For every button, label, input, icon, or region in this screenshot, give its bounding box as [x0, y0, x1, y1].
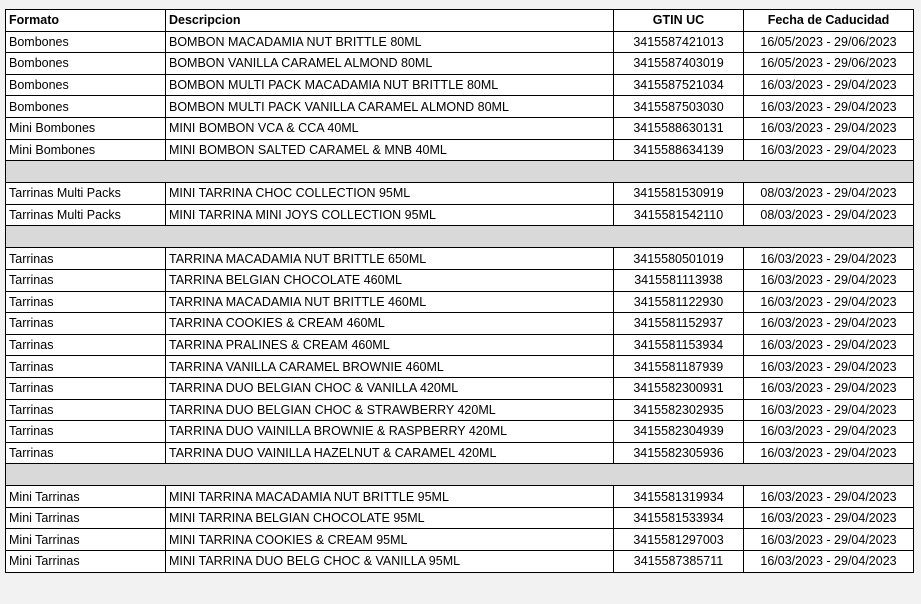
cell-gtin[interactable]: 3415581533934 [614, 507, 744, 529]
cell-formato[interactable]: Bombones [6, 96, 166, 118]
table-row [6, 356, 914, 378]
cell-descripcion[interactable]: MINI TARRINA DUO BELG CHOC & VANILLA 95ML [166, 551, 614, 573]
cell-formato[interactable]: Tarrinas [6, 399, 166, 421]
table-row [6, 529, 914, 551]
cell-gtin[interactable]: 3415581319934 [614, 486, 744, 508]
table-row [6, 507, 914, 529]
table-row [6, 248, 914, 270]
cell-formato[interactable]: Tarrinas [6, 248, 166, 270]
separator-row [6, 161, 914, 183]
cell-fecha-caducidad[interactable]: 16/05/2023 - 29/06/2023 [744, 31, 914, 53]
table-body [6, 31, 914, 572]
cell-descripcion[interactable]: MINI BOMBON SALTED CARAMEL & MNB 40ML [166, 139, 614, 161]
table-row [6, 31, 914, 53]
table-row [6, 551, 914, 573]
cell-fecha-caducidad[interactable]: 16/03/2023 - 29/04/2023 [744, 421, 914, 443]
cell-fecha-caducidad[interactable]: 16/03/2023 - 29/04/2023 [744, 507, 914, 529]
header-gtin[interactable]: GTIN UC [614, 10, 744, 32]
cell-formato[interactable]: Tarrinas Multi Packs [6, 183, 166, 205]
cell-fecha-caducidad[interactable]: 16/03/2023 - 29/04/2023 [744, 313, 914, 335]
table-row [6, 139, 914, 161]
cell-gtin[interactable]: 3415588630131 [614, 117, 744, 139]
cell-fecha-caducidad[interactable]: 08/03/2023 - 29/04/2023 [744, 204, 914, 226]
table-row [6, 53, 914, 75]
cell-descripcion[interactable]: TARRINA COOKIES & CREAM 460ML [166, 313, 614, 335]
cell-fecha-caducidad[interactable]: 16/03/2023 - 29/04/2023 [744, 486, 914, 508]
cell-gtin[interactable]: 3415582302935 [614, 399, 744, 421]
cell-formato[interactable]: Mini Tarrinas [6, 486, 166, 508]
cell-fecha-caducidad[interactable]: 16/03/2023 - 29/04/2023 [744, 96, 914, 118]
cell-fecha-caducidad[interactable]: 08/03/2023 - 29/04/2023 [744, 183, 914, 205]
cell-descripcion[interactable]: BOMBON MULTI PACK MACADAMIA NUT BRITTLE 80ML [166, 74, 614, 96]
cell-fecha-caducidad[interactable]: 16/03/2023 - 29/04/2023 [744, 399, 914, 421]
cell-formato[interactable]: Tarrinas [6, 377, 166, 399]
cell-gtin[interactable]: 3415581113938 [614, 269, 744, 291]
cell-formato[interactable]: Tarrinas [6, 291, 166, 313]
cell-gtin[interactable]: 3415587403019 [614, 53, 744, 75]
cell-descripcion[interactable]: TARRINA DUO BELGIAN CHOC & STRAWBERRY 420ML [166, 399, 614, 421]
separator-row [6, 464, 914, 486]
table-row [6, 399, 914, 421]
cell-fecha-caducidad[interactable]: 16/03/2023 - 29/04/2023 [744, 442, 914, 464]
cell-fecha-caducidad[interactable]: 16/03/2023 - 29/04/2023 [744, 248, 914, 270]
cell-descripcion[interactable]: TARRINA MACADAMIA NUT BRITTLE 460ML [166, 291, 614, 313]
cell-formato[interactable]: Mini Tarrinas [6, 529, 166, 551]
cell-descripcion[interactable]: TARRINA DUO VAINILLA HAZELNUT & CARAMEL 420ML [166, 442, 614, 464]
cell-fecha-caducidad[interactable]: 16/03/2023 - 29/04/2023 [744, 334, 914, 356]
cell-gtin[interactable]: 3415587521034 [614, 74, 744, 96]
cell-fecha-caducidad[interactable]: 16/05/2023 - 29/06/2023 [744, 53, 914, 75]
product-table [5, 9, 914, 573]
cell-formato[interactable]: Bombones [6, 53, 166, 75]
cell-gtin[interactable]: 3415581152937 [614, 313, 744, 335]
table-row [6, 486, 914, 508]
cell-descripcion[interactable]: TARRINA PRALINES & CREAM 460ML [166, 334, 614, 356]
cell-descripcion[interactable]: MINI TARRINA COOKIES & CREAM 95ML [166, 529, 614, 551]
cell-descripcion[interactable]: MINI TARRINA MACADAMIA NUT BRITTLE 95ML [166, 486, 614, 508]
table-row [6, 313, 914, 335]
cell-formato[interactable]: Mini Bombones [6, 117, 166, 139]
cell-descripcion[interactable]: BOMBON VANILLA CARAMEL ALMOND 80ML [166, 53, 614, 75]
cell-formato[interactable]: Tarrinas [6, 356, 166, 378]
cell-gtin[interactable]: 3415587385711 [614, 551, 744, 573]
cell-descripcion[interactable]: TARRINA MACADAMIA NUT BRITTLE 650ML [166, 248, 614, 270]
cell-fecha-caducidad[interactable]: 16/03/2023 - 29/04/2023 [744, 117, 914, 139]
header-fecha-caducidad[interactable]: Fecha de Caducidad [744, 10, 914, 32]
cell-gtin[interactable]: 3415580501019 [614, 248, 744, 270]
cell-gtin[interactable]: 3415581153934 [614, 334, 744, 356]
table-row [6, 183, 914, 205]
cell-descripcion[interactable]: MINI TARRINA MINI JOYS COLLECTION 95ML [166, 204, 614, 226]
cell-fecha-caducidad[interactable]: 16/03/2023 - 29/04/2023 [744, 356, 914, 378]
cell-fecha-caducidad[interactable]: 16/03/2023 - 29/04/2023 [744, 74, 914, 96]
separator-row [6, 226, 914, 248]
table-row [6, 204, 914, 226]
cell-descripcion[interactable]: MINI BOMBON VCA & CCA 40ML [166, 117, 614, 139]
header-formato[interactable]: Formato [6, 10, 166, 32]
cell-gtin[interactable]: 3415581542110 [614, 204, 744, 226]
cell-formato[interactable]: Tarrinas [6, 313, 166, 335]
cell-formato[interactable]: Tarrinas [6, 334, 166, 356]
cell-descripcion[interactable]: BOMBON MACADAMIA NUT BRITTLE 80ML [166, 31, 614, 53]
table-row [6, 117, 914, 139]
cell-gtin[interactable]: 3415581530919 [614, 183, 744, 205]
cell-fecha-caducidad[interactable]: 16/03/2023 - 29/04/2023 [744, 377, 914, 399]
cell-formato[interactable]: Tarrinas [6, 442, 166, 464]
spreadsheet [5, 9, 914, 573]
cell-gtin[interactable]: 3415581297003 [614, 529, 744, 551]
separator-cell[interactable] [6, 161, 914, 183]
cell-fecha-caducidad[interactable]: 16/03/2023 - 29/04/2023 [744, 291, 914, 313]
table-row [6, 74, 914, 96]
cell-gtin[interactable]: 3415588634139 [614, 139, 744, 161]
cell-descripcion[interactable]: TARRINA DUO VAINILLA BROWNIE & RASPBERRY 420ML [166, 421, 614, 443]
cell-gtin[interactable]: 3415581122930 [614, 291, 744, 313]
cell-descripcion[interactable]: TARRINA DUO BELGIAN CHOC & VANILLA 420ML [166, 377, 614, 399]
cell-descripcion[interactable]: MINI TARRINA CHOC COLLECTION 95ML [166, 183, 614, 205]
separator-cell[interactable] [6, 464, 914, 486]
cell-formato[interactable]: Tarrinas [6, 421, 166, 443]
table-row [6, 96, 914, 118]
cell-descripcion[interactable]: BOMBON MULTI PACK VANILLA CARAMEL ALMOND 80ML [166, 96, 614, 118]
cell-fecha-caducidad[interactable]: 16/03/2023 - 29/04/2023 [744, 139, 914, 161]
cell-gtin[interactable]: 3415582305936 [614, 442, 744, 464]
cell-formato[interactable]: Tarrinas [6, 269, 166, 291]
cell-fecha-caducidad[interactable]: 16/03/2023 - 29/04/2023 [744, 551, 914, 573]
separator-cell[interactable] [6, 226, 914, 248]
cell-gtin[interactable]: 3415587503030 [614, 96, 744, 118]
cell-formato[interactable]: Bombones [6, 74, 166, 96]
cell-descripcion[interactable]: TARRINA BELGIAN CHOCOLATE 460ML [166, 269, 614, 291]
table-row [6, 442, 914, 464]
cell-gtin[interactable]: 3415587421013 [614, 31, 744, 53]
cell-formato[interactable]: Tarrinas Multi Packs [6, 204, 166, 226]
cell-formato[interactable]: Bombones [6, 31, 166, 53]
header-row [6, 10, 914, 32]
cell-descripcion[interactable]: TARRINA VANILLA CARAMEL BROWNIE 460ML [166, 356, 614, 378]
cell-formato[interactable]: Mini Bombones [6, 139, 166, 161]
cell-gtin[interactable]: 3415582304939 [614, 421, 744, 443]
table-row [6, 334, 914, 356]
table-row [6, 421, 914, 443]
header-descripcion[interactable]: Descripcion [166, 10, 614, 32]
cell-fecha-caducidad[interactable]: 16/03/2023 - 29/04/2023 [744, 529, 914, 551]
table-row [6, 377, 914, 399]
cell-gtin[interactable]: 3415582300931 [614, 377, 744, 399]
cell-descripcion[interactable]: MINI TARRINA BELGIAN CHOCOLATE 95ML [166, 507, 614, 529]
cell-gtin[interactable]: 3415581187939 [614, 356, 744, 378]
cell-formato[interactable]: Mini Tarrinas [6, 551, 166, 573]
cell-formato[interactable]: Mini Tarrinas [6, 507, 166, 529]
table-row [6, 269, 914, 291]
cell-fecha-caducidad[interactable]: 16/03/2023 - 29/04/2023 [744, 269, 914, 291]
table-row [6, 291, 914, 313]
